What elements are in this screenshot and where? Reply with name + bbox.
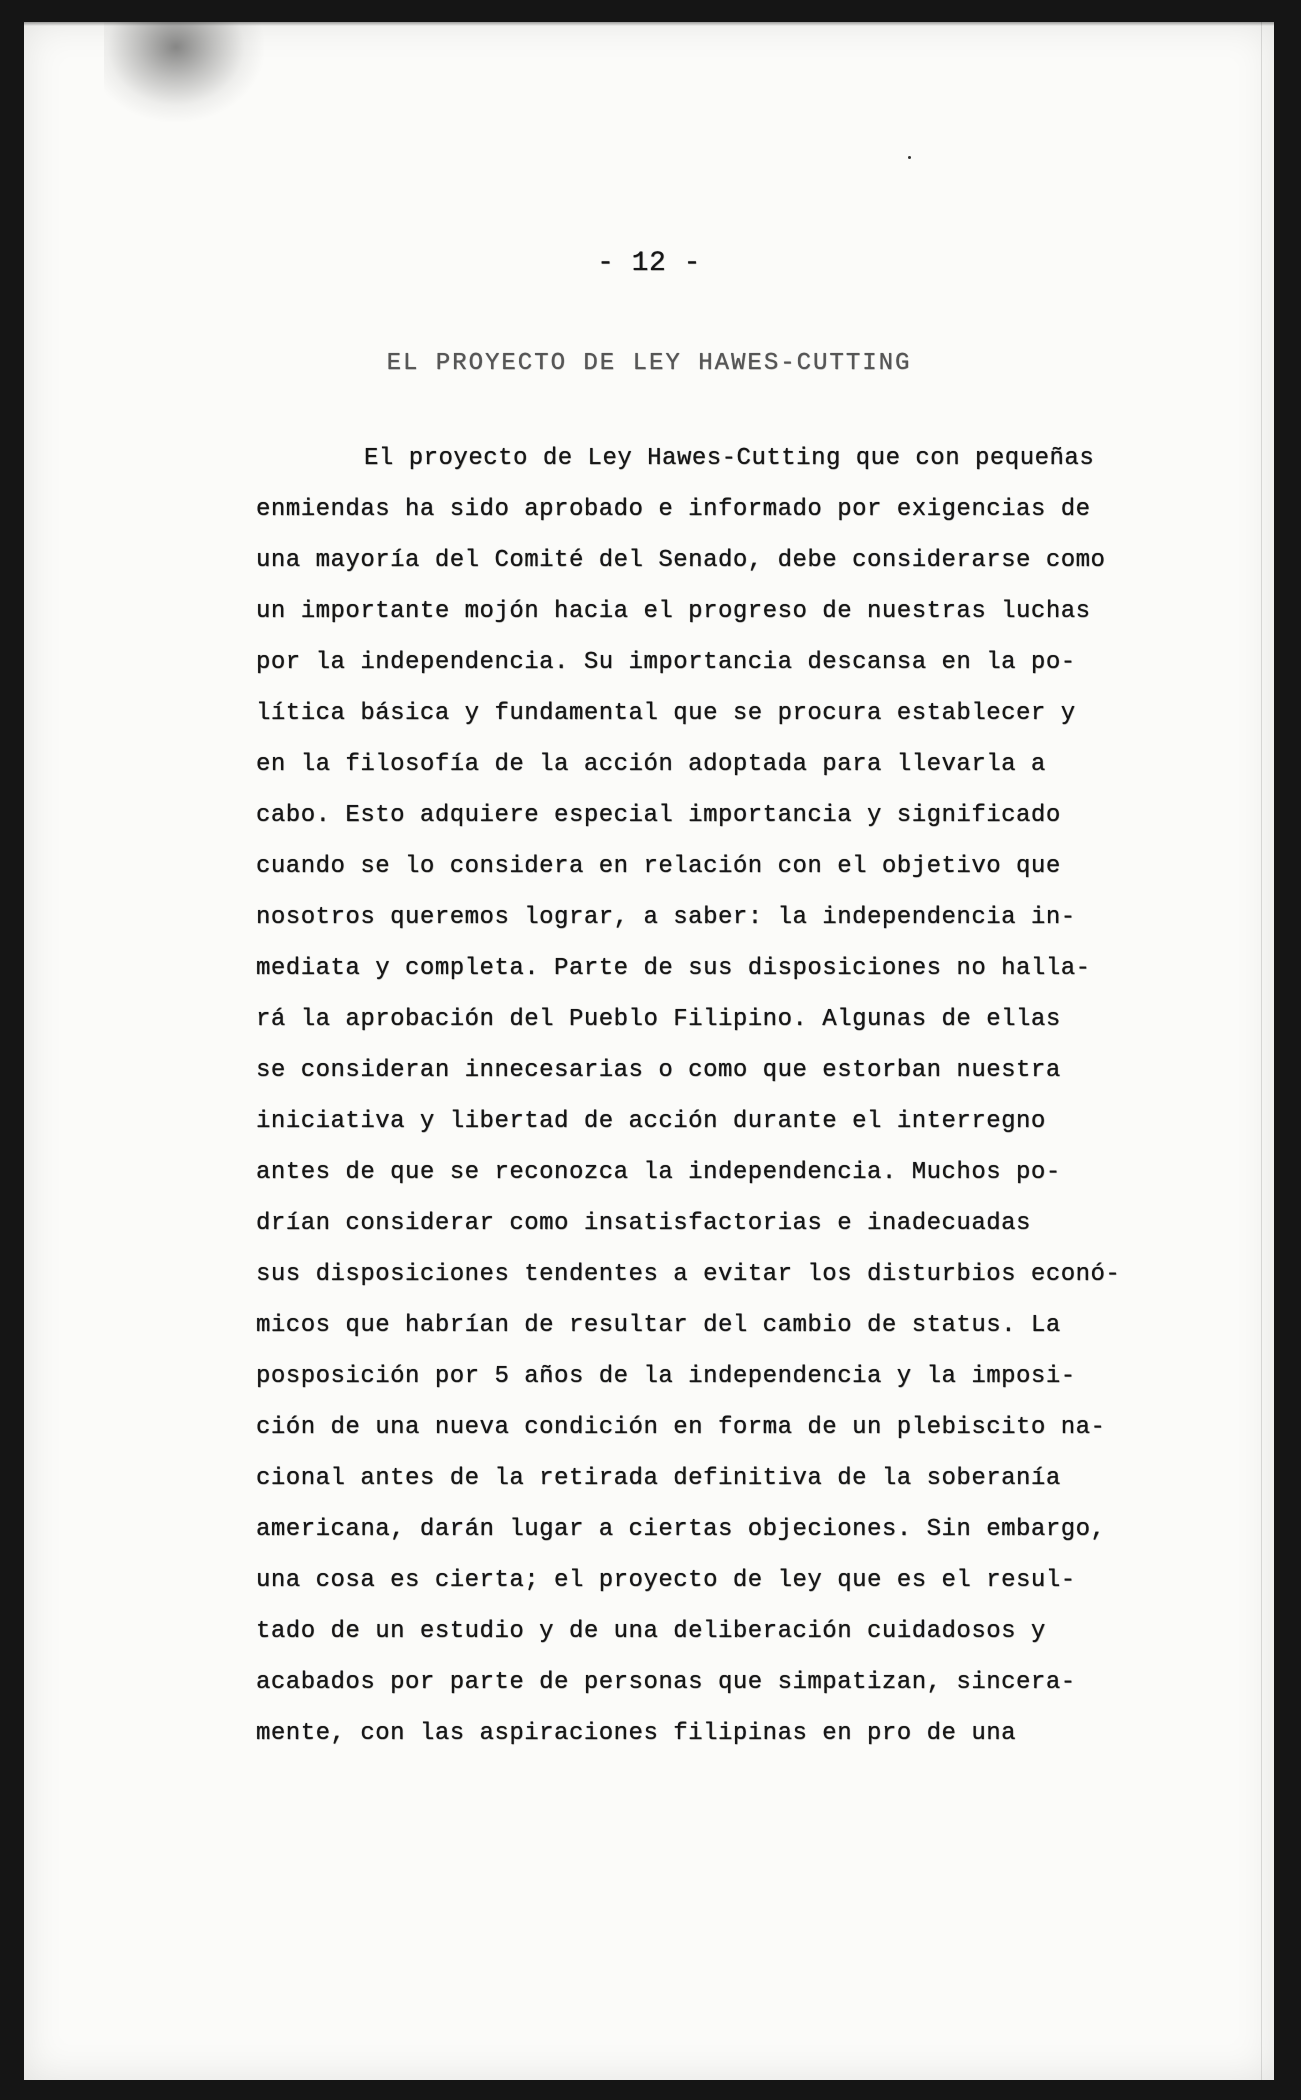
text-line: se consideran innecesarias o como que estorban nuestra bbox=[256, 1057, 1061, 1084]
text-line: drían considerar como insatisfactorias e inadecuadas bbox=[256, 1210, 1031, 1237]
text-line: cuando se lo considera en relación con el objetivo que bbox=[256, 853, 1061, 880]
text-line: rá la aprobación del Pueblo Filipino. Algunas de ellas bbox=[256, 1006, 1061, 1033]
text-line: cabo. Esto adquiere especial importancia y significado bbox=[256, 802, 1061, 829]
text-line: antes de que se reconozca la independencia. Muchos po- bbox=[256, 1159, 1061, 1186]
text-line: iniciativa y libertad de acción durante el interregno bbox=[256, 1108, 1046, 1135]
text-line: El proyecto de Ley Hawes-Cutting que con pequeñas bbox=[364, 445, 1095, 472]
text-line: posposición por 5 años de la independencia y la imposi- bbox=[256, 1363, 1076, 1390]
text-line: en la filosofía de la acción adoptada para llevarla a bbox=[256, 751, 1046, 778]
page-number: - 12 - bbox=[597, 248, 701, 279]
text-line: lítica básica y fundamental que se procura establecer y bbox=[256, 700, 1076, 727]
text-line: una cosa es cierta; el proyecto de ley que es el resul- bbox=[256, 1567, 1076, 1594]
text-line: una mayoría del Comité del Senado, debe considerarse como bbox=[256, 547, 1106, 574]
text-line: cional antes de la retirada definitiva de la soberanía bbox=[256, 1465, 1061, 1492]
ink-smudge bbox=[104, 22, 264, 122]
paper-sheet bbox=[24, 22, 1274, 2080]
paper-fold-line bbox=[1261, 22, 1262, 2080]
text-line: mediata y completa. Parte de sus disposiciones no halla- bbox=[256, 955, 1091, 982]
text-line: sus disposiciones tendentes a evitar los disturbios econó- bbox=[256, 1261, 1121, 1288]
text-line: americana, darán lugar a ciertas objeciones. Sin embargo, bbox=[256, 1516, 1106, 1543]
text-line: un importante mojón hacia el progreso de nuestras luchas bbox=[256, 598, 1091, 625]
text-line: mente, con las aspiraciones filipinas en pro de una bbox=[256, 1720, 1017, 1747]
ink-speck bbox=[908, 156, 911, 159]
text-line: ción de una nueva condición en forma de un plebiscito na- bbox=[256, 1414, 1106, 1441]
text-line: enmiendas ha sido aprobado e informado por exigencias de bbox=[256, 496, 1091, 523]
text-line: acabados por parte de personas que simpatizan, sincera- bbox=[256, 1669, 1076, 1696]
text-line: tado de un estudio y de una deliberación cuidadosos y bbox=[256, 1618, 1046, 1645]
text-line: por la independencia. Su importancia descansa en la po- bbox=[256, 649, 1076, 676]
document-title: EL PROYECTO DE LEY HAWES-CUTTING bbox=[386, 350, 912, 377]
text-line: nosotros queremos lograr, a saber: la independencia in- bbox=[256, 904, 1076, 931]
body-text bbox=[256, 433, 1216, 1759]
text-line: micos que habrían de resultar del cambio de status. La bbox=[256, 1312, 1061, 1339]
